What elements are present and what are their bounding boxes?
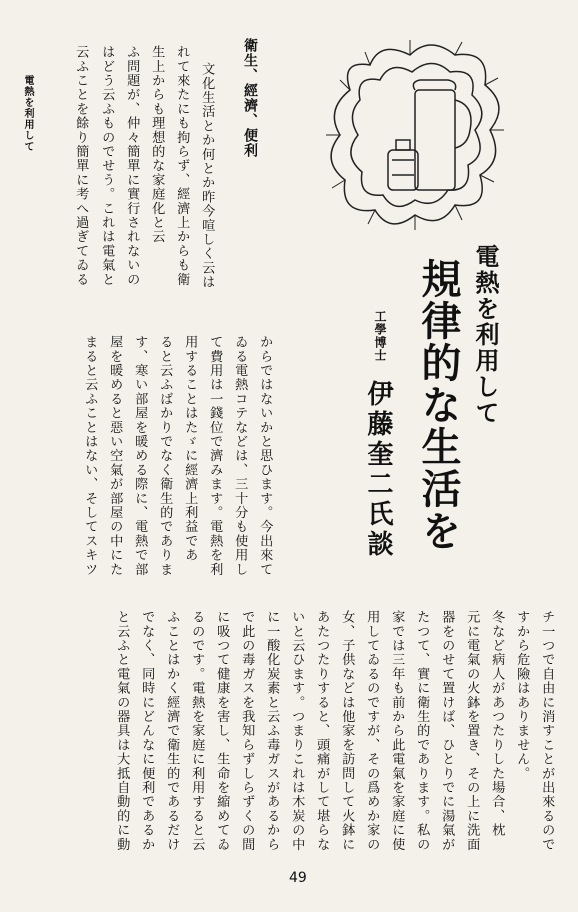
text-column: ふ問題が、仲々簡單に實行されないの [124,45,140,287]
text-column: ると云ふばかりでなく衛生的でありま [157,335,173,577]
text-column: 屋を暖めると惡い空氣が部屋の中にた [107,335,123,577]
text-column: あたつたりすると、頭痛がして堪らな [314,610,330,852]
text-column: チ一つで自由に消すことが出來るので [539,610,555,852]
text-column: でなく、同時にどんなに便利であるか [139,610,155,852]
text-column: 生上からも理想的な家庭化と云 [149,45,165,244]
text-column: に吸つて健康を害し、生命を縮めてゐ [214,610,230,852]
sidebar-label: 電熱を利用して [22,75,33,152]
text-column: れて來たにも拘らず、經濟上からも衛 [174,45,190,287]
text-column: 家では三年も前から此電氣を家庭に使 [389,610,405,852]
text-column: 云ふことを餘り簡單に考へ過ぎてゐる [73,45,89,287]
author-name: 伊藤奎二氏談 [363,380,393,560]
text-column: からではないかと思ひます。今出來て [257,335,273,577]
text-column: 文化生活とか何とか昨今喧しく云は [199,62,215,290]
text-column: すから危險はありません。 [514,610,530,781]
article-subtitle: 電熱を利用して [471,244,500,426]
text-column: るのです。電熱を家庭に利用すると云 [189,610,205,852]
text-column: 用することはたゞに經濟上利益であ [182,335,198,563]
article-title: 規律的な生活を [415,258,462,552]
text-column: と云ふと電氣の器具は大抵自動的に動 [114,610,130,852]
text-column: に一酸化炭素と云ふ毒ガスがあるから [264,610,280,852]
text-column: 用してゐるのですが、その爲めか家の [364,610,380,852]
text-column: たつて、實に衛生的であります。私の [414,610,430,852]
section-heading: 衛生、經濟、便利 [242,38,258,158]
text-column: いと云ひます。つまりこれは木炭の中 [289,610,305,852]
text-column: ふことはかく經濟で衛生的であるだけ [164,610,180,852]
text-column: 元に電氣の火鉢を置き、その上に洗面 [464,610,480,852]
text-column: て費用は一錢位で濟みます。電熱を利 [207,335,223,577]
text-column: ゐる電熱コテなどは、三十分も使用し [232,335,248,577]
kettle-illustration [320,30,510,250]
text-column: はどう云ふものでせう。これは電氣と [99,45,115,287]
author-role: 工學博士 [373,310,387,362]
text-column: 器をのせて置けば、ひとりでに湯氣が [439,610,455,852]
text-column: で此の毒ガスを我知らずしらずくの間 [239,610,255,852]
text-column: す、寒い部屋を暖める際に、電熱で部 [132,335,148,577]
page-number: 49 [289,870,307,886]
text-column: 冬など病人があつたりした場合、枕 [489,610,505,838]
text-column: 女、子供などは他家を訪問して火鉢に [339,610,355,852]
text-column: まると云ふことはない、そしてスキツ [82,335,98,577]
